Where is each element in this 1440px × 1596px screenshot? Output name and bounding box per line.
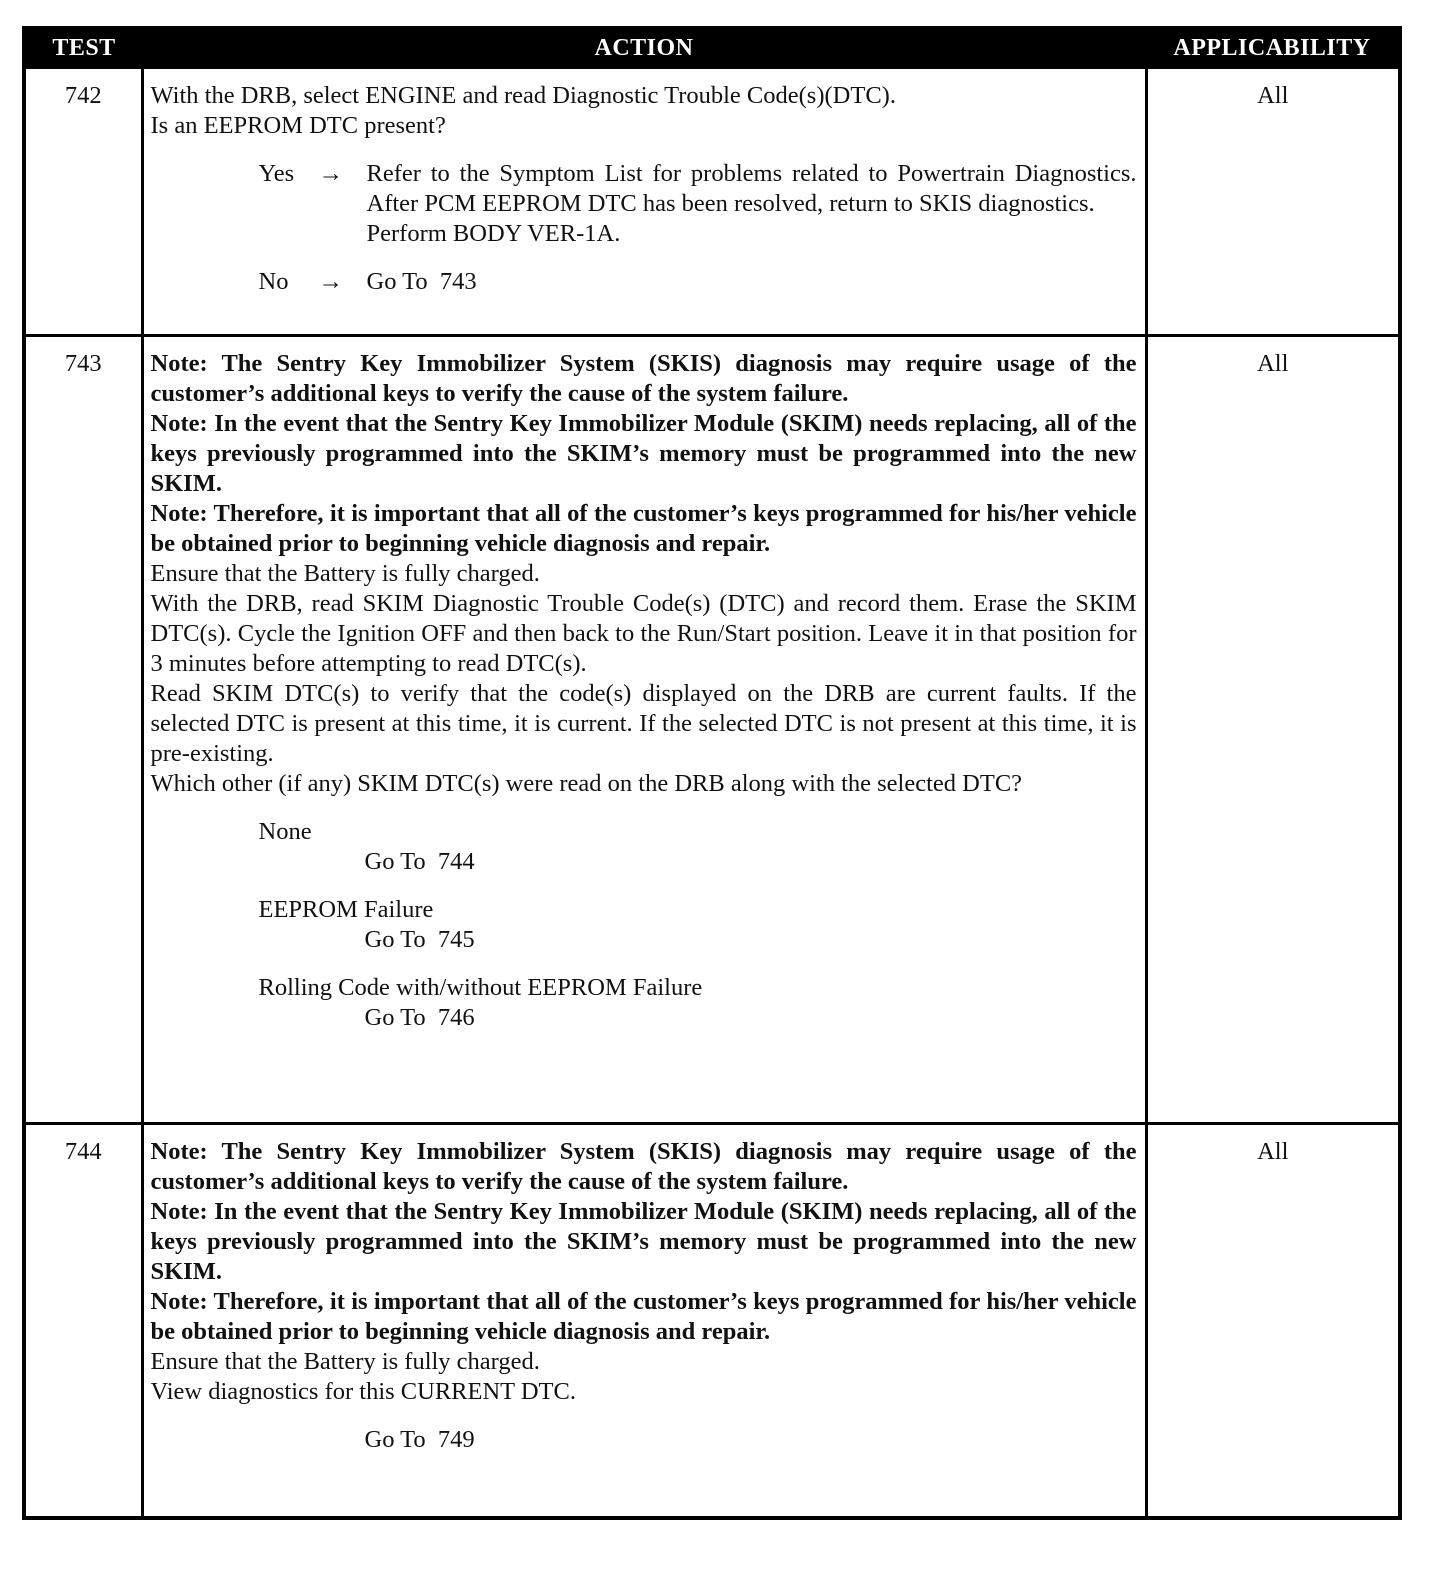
diagnostic-procedure-table-container	[22, 26, 1398, 1520]
answer-instruction-2: Perform BODY VER-1A.	[366, 220, 621, 247]
option-rolling-code	[151, 973, 1137, 1033]
answer-yes	[151, 159, 1137, 249]
test-number: 744	[24, 1124, 142, 1518]
right-arrow-icon: →	[318, 160, 343, 187]
note-text: Note: Therefore, it is important that all of the customer’s keys programmed for his/her vehicle be obtained prior to beginning vehicle diagnosis and repair.	[150, 500, 1137, 557]
action-cell	[142, 68, 1146, 336]
action-line: View diagnostics for this CURRENT DTC.	[150, 1378, 576, 1405]
action-question: Which other (if any) SKIM DTC(s) were read on the DRB along with the selected DTC?	[150, 770, 1023, 797]
note-text: Note: The Sentry Key Immobilizer System (SKIS) diagnosis may require usage of the customer’s additional keys to verify the cause of the system failure.	[150, 1138, 1137, 1195]
header-test: TEST	[24, 28, 142, 68]
answer-instruction: Refer to the Symptom List for problems related to Powertrain Diagnostics. After PCM EEPROM DTC has been resolved, return to SKIS diagnostics.	[366, 160, 1137, 217]
header-applicability: APPLICABILITY	[1146, 28, 1400, 68]
note-text: Note: The Sentry Key Immobilizer System (SKIS) diagnosis may require usage of the customer’s additional keys to verify the cause of the system failure.	[150, 350, 1137, 407]
note-text: Note: In the event that the Sentry Key Immobilizer Module (SKIM) needs replacing, all of the keys previously programmed into the SKIM’s memory must be programmed into the new SKIM.	[150, 410, 1137, 497]
note-text: Note: In the event that the Sentry Key Immobilizer Module (SKIM) needs replacing, all of the keys previously programmed into the SKIM’s memory must be programmed into the new SKIM.	[150, 1198, 1137, 1285]
goto-link: Go To 746	[364, 1004, 475, 1031]
diagnostic-procedure-table	[22, 26, 1402, 1520]
applicability-value: All	[1146, 1124, 1400, 1518]
goto-link: Go To 745	[364, 926, 475, 953]
goto-link: Go To 743	[366, 268, 477, 295]
test-number: 743	[24, 336, 142, 1124]
goto-link: Go To 744	[364, 848, 475, 875]
action-line: Ensure that the Battery is fully charged.	[150, 1348, 540, 1375]
answer-label: Yes	[258, 160, 295, 187]
answer-label: No	[258, 268, 289, 295]
note-text: Note: Therefore, it is important that all of the customer’s keys programmed for his/her vehicle be obtained prior to beginning vehicle diagnosis and repair.	[150, 1288, 1137, 1345]
option-eeprom-failure	[151, 895, 1137, 955]
answer-text	[367, 159, 1137, 249]
action-line: With the DRB, read SKIM Diagnostic Trouble Code(s) (DTC) and record them. Erase the SKIM DTC(s). Cycle the Ignition OFF and then back to the Run/Start position. Leave it in that position for 3 minutes before attempting to read DTC(s).	[150, 590, 1137, 677]
option-label: EEPROM Failure	[258, 896, 434, 923]
table-row-742	[24, 68, 1400, 336]
answer-no	[151, 267, 1137, 297]
right-arrow-icon: →	[318, 268, 343, 295]
header-action: ACTION	[142, 28, 1146, 68]
action-line: Ensure that the Battery is fully charged.	[150, 560, 540, 587]
table-header-row	[24, 28, 1400, 68]
option-none	[151, 817, 1137, 877]
option-label: Rolling Code with/without EEPROM Failure	[258, 974, 703, 1001]
table-row-744	[24, 1124, 1400, 1518]
action-line: With the DRB, select ENGINE and read Diagnostic Trouble Code(s)(DTC).	[150, 82, 896, 109]
option-label: None	[258, 818, 312, 845]
test-number: 742	[24, 68, 142, 336]
table-row-743	[24, 336, 1400, 1124]
action-line: Read SKIM DTC(s) to verify that the code(s) displayed on the DRB are current faults. If the selected DTC is present at this time, it is current. If the selected DTC is not present at this time, it is pre-existing.	[150, 680, 1137, 767]
action-cell	[142, 336, 1146, 1124]
goto-link: Go To 749	[364, 1426, 475, 1453]
action-question: Is an EEPROM DTC present?	[150, 112, 446, 139]
action-cell	[142, 1124, 1146, 1518]
applicability-value: All	[1146, 336, 1400, 1124]
applicability-value: All	[1146, 68, 1400, 336]
